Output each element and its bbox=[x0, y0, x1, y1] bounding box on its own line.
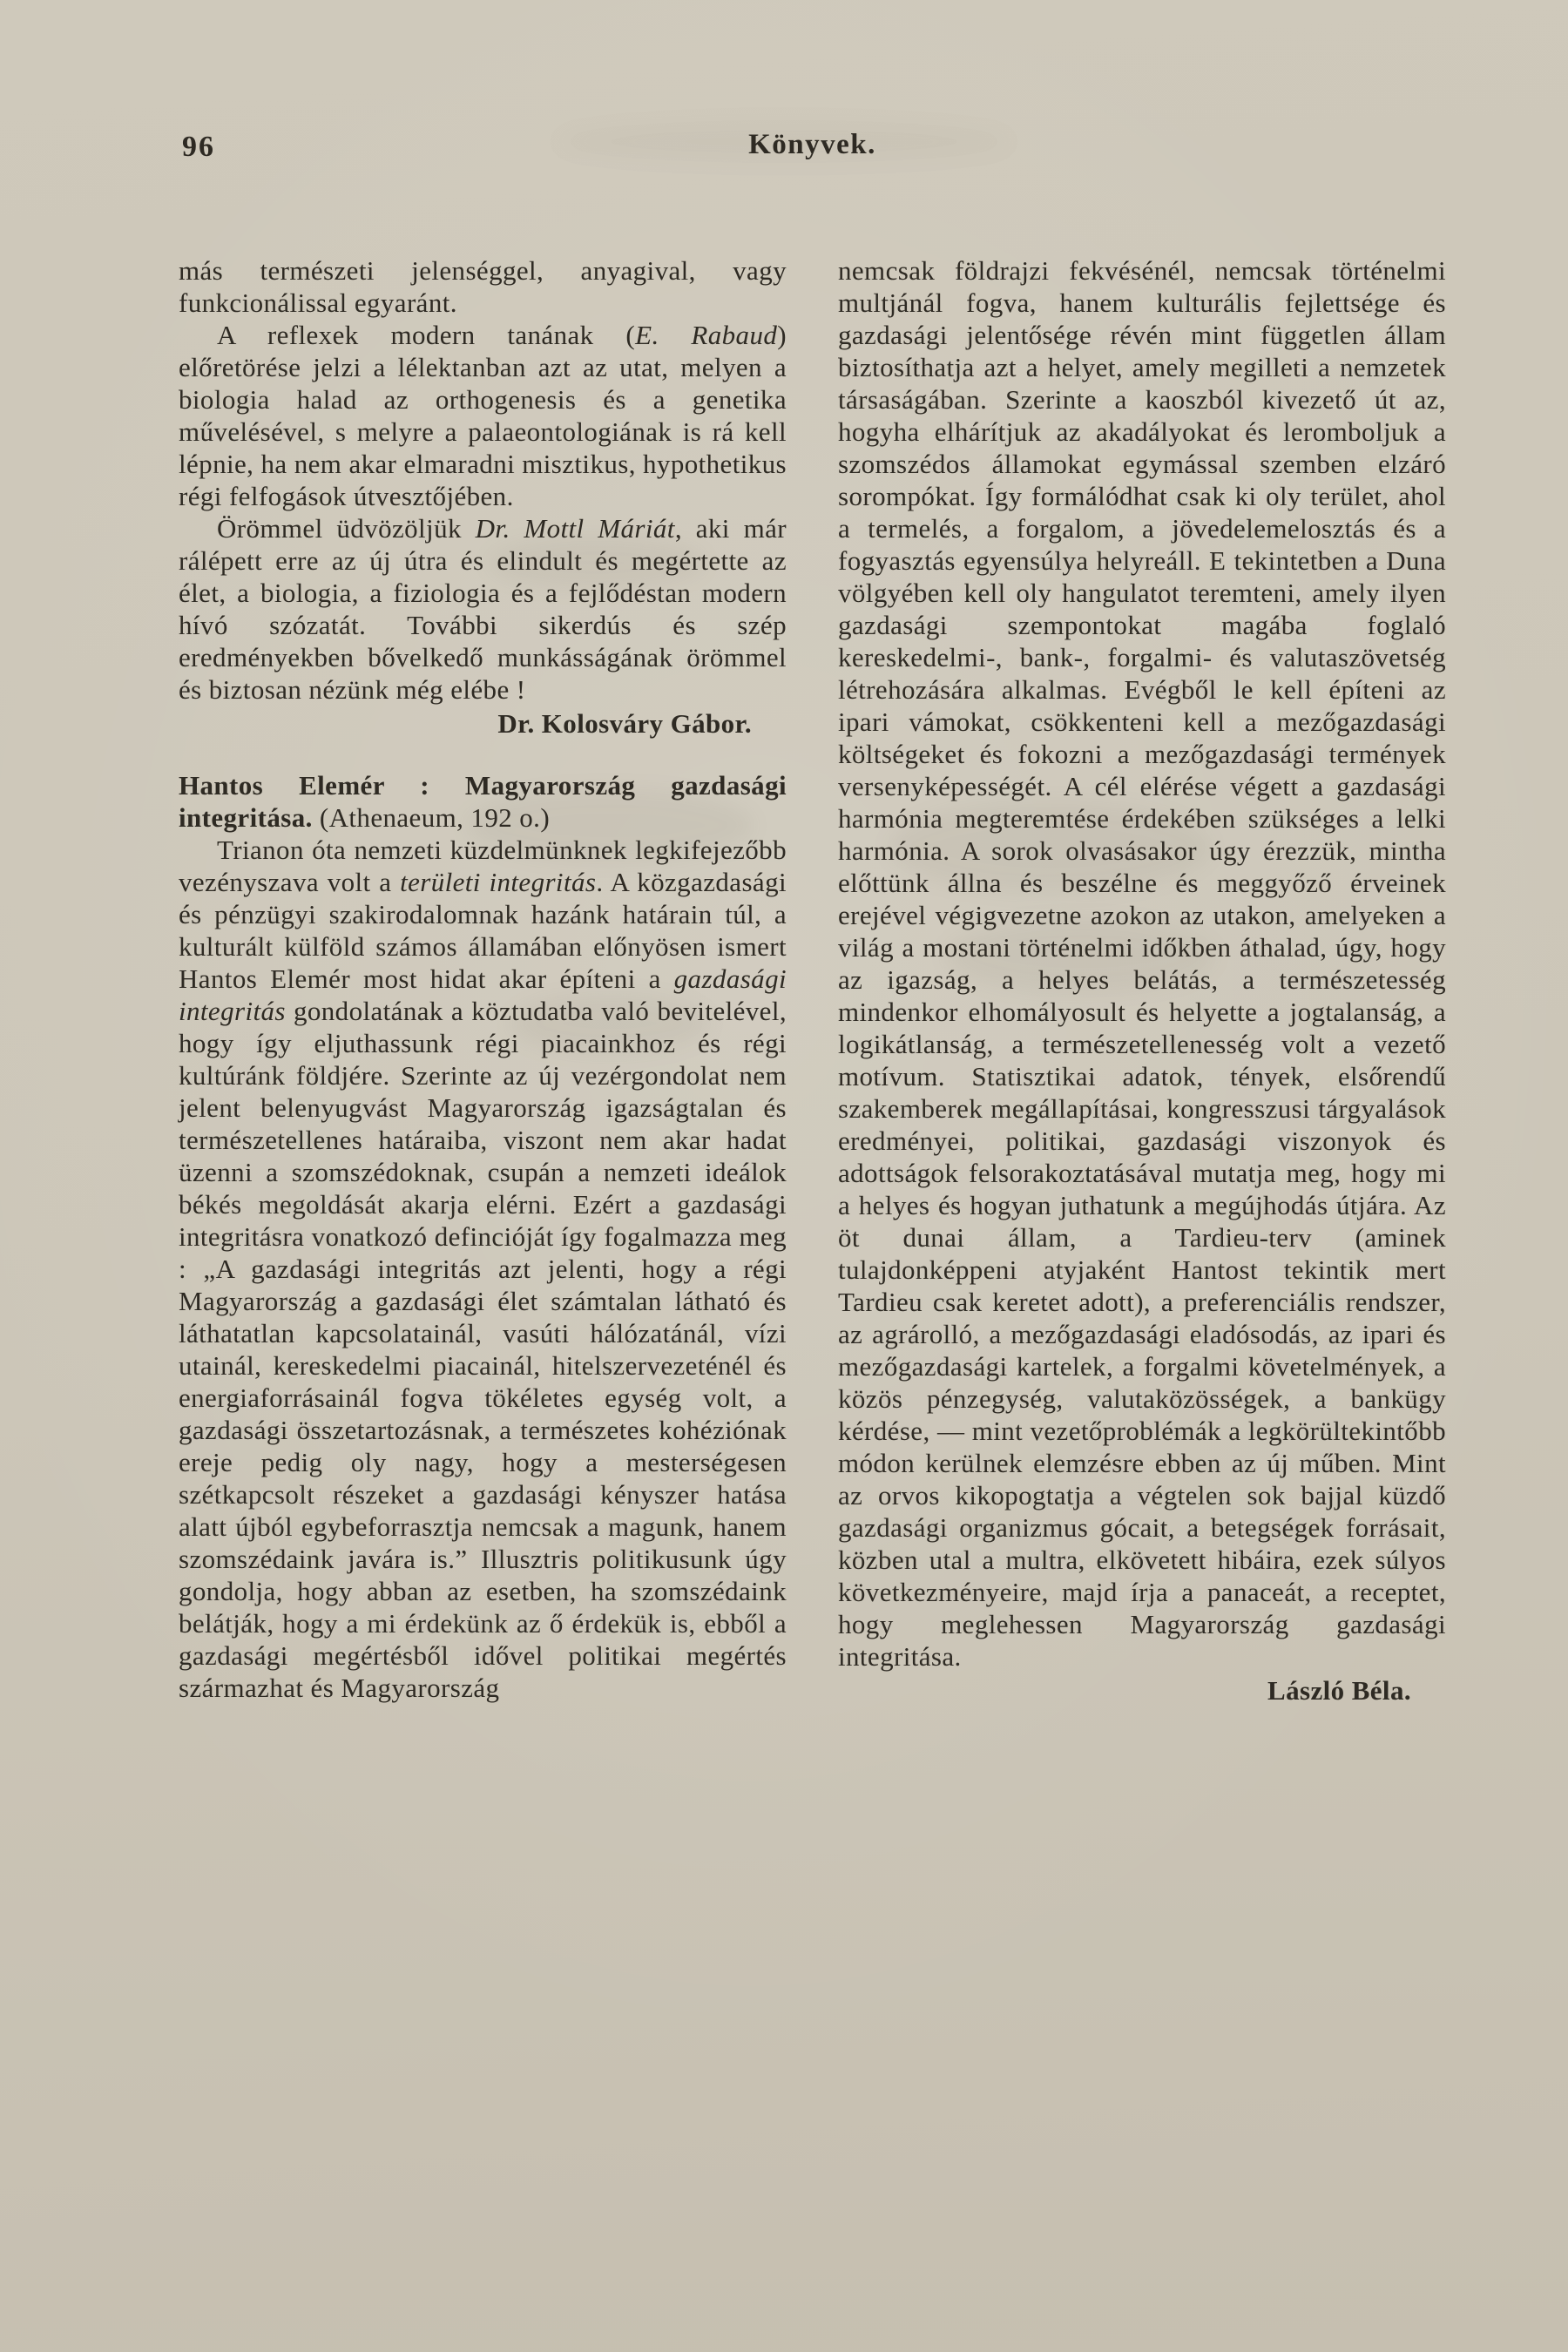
text-run: Örömmel üdvözöljük bbox=[217, 513, 476, 544]
text-run: nemcsak földrajzi fekvésénél, nemcsak történelmi multjánál fogva, hanem kulturális fejlettsége és gazdasági jelentősége révén mint független állam biztosíthatja azt a helyet, amely megilleti a nemzetek társaságában. Szerinte a kaoszból kivezető út az, hogyha elhárítjuk az akadályokat és leromboljuk a szomszédos államokat egymással szemben elzáró sorompókat. Így formálódhat csak ki oly terület, ahol a termelés, a forgalom, a jövedelemelosztás és a fogyasztás egyensúlya helyreáll. E tekintetben a Duna völgyében kell oly hangulatot teremteni, amely ilyen gazdasági szempontokat magába foglaló kereskedelmi-, bank-, forgalmi- és valutaszövetség létrehozására alkalmas. Evégből le kell építeni az ipari vámokat, csökkenteni kell a mezőgazdasági költségeket és fokozni a mezőgazdasági termények versenyképességét. A cél elérése végett a gazdasági harmónia megteremtése érdekében szükséges a lelki harmónia. A sorok olvasásakor úgy érezzük, mintha előttünk állna és beszélne és meggyőző érveinek erejével végigvezetne azokon az utakon, amelyeken a világ a mostani történelmi időkben áthalad, úgy, hogy az igazság, a helyes belátás, a természetesség mindenkor elhomályosult és helyette a jogtalanság, a logikátlanság, a természetellenesség volt a vezető motívum. Statisztikai adatok, tények, elsőrendű szakemberek megállapításai, kongresszusi tárgyalások eredményei, politikai, gazdasági viszonyok és adottságok felsorakoztatásával mutatja meg, hogy mi a helyes és hogyan juthatunk a megújhodás útjára. Az öt dunai állam, a Tardieu-terv (aminek tulajdonképpeni atyjaként Hantost tekintik mert Tardieu csak keretet adott), a preferenciális rendszer, az agrárolló, a mezőgazdasági eladósodás, az ipari és mezőgazdasági kartelek, a forgalmi követelmények, a közös pénzegység, valutaközösségek, a bankügy kérdése, — mint vezetőproblémák a legkörültekintőbb módon kerülnek elemzésre ebben az új műben. Mint az orvos kikopogtatja a végtelen sok bajjal küzdő gazdasági organizmus gócait, a betegségek forrásait, közben utal a multra, elkövetett hibáira, ezek súlyos következményeire, majd írja a panaceát, a receptet, hogy meglehessen Magyarország gazdasági integritása. bbox=[838, 255, 1446, 1672]
text-run: (Athenaeum, 192 o.) bbox=[312, 802, 551, 833]
text-run: Dr. Mottl Máriát bbox=[475, 513, 675, 544]
body-paragraph bbox=[179, 254, 787, 319]
body-paragraph bbox=[179, 834, 787, 1704]
text-run: Trianon óta nemzeti küzdelmünknek legkifejezőbb vezényszava volt a bbox=[179, 835, 787, 897]
page-header bbox=[179, 129, 1446, 172]
text-run: gondolatának a köztudatba való bevitelével, hogy így eljuthassunk régi piacainkhoz és régi kultúránk földjére. Szerinte az új vezérgondolat nem jelent belenyugvást Magyarország igazságtalan és természetellenes határaiba, viszont nem akar hadat üzenni a szomszédoknak, csupán a nemzeti ideálok békés megoldását akarja elérni. Ezért a gazdasági integritásra vonatkozó defincióját így fogalmazza meg : „A gazdasági integritás azt jelenti, hogy a régi Magyarország a gazdasági élet számtalan látható és láthatatlan kapcsolatainál, vasúti hálózatánál, vízi utainál, kereskedelmi piacainál, hitelszervezeténél és energiaforrásainál fogva tökéletes egység volt, a gazdasági összetartozásnak, a természetes kohéziónak ereje pedig oly nagy, hogy a mesterségesen szétkapcsolt részeket a gazdasági kényszer hatása alatt újból egybeforrasztja nemcsak a magunk, hanem szomszédaink javára is.” Illusztris politikusunk úgy gondolja, hogy abban az esetben, ha szomszédaink belátják, hogy a mi érdekünk az ő érdekük is, ebből a gazdasági megértésből idővel politikai megértés származhat és Magyarország bbox=[179, 996, 787, 1703]
text-run: E. Rabaud bbox=[635, 320, 778, 350]
running-head-title: Könyvek. bbox=[748, 129, 876, 160]
left-column bbox=[179, 254, 787, 1713]
text-run: László Béla. bbox=[1267, 1675, 1411, 1706]
reviewer-signature bbox=[838, 1674, 1446, 1707]
text-run: ) előretörése jelzi a lélektanban azt az utat, melyen a biologia halad az orthogenesis és a genetika művelésével, s melyre a palaeontologiának is rá kell lépnie, ha nem akar elmaradni misztikus, hypothetikus régi felfogások útvesztőjében. bbox=[179, 320, 787, 511]
text-run: Hantos Elemér : Magyarország gazdasági integritása. bbox=[179, 770, 787, 833]
right-column bbox=[838, 254, 1446, 1713]
review-heading bbox=[179, 769, 787, 834]
text-run: területi integritás bbox=[400, 867, 597, 897]
reviewer-signature bbox=[179, 707, 787, 740]
page-number: 96 bbox=[182, 131, 215, 163]
text-run: . A közgazdasági és pénzügyi szakirodalomnak hazánk határain túl, a kulturált külföld számos államában előnyösen ismert Hantos Elemér most hidat akar építeni a bbox=[179, 867, 787, 994]
text-run: A reflexek modern tanának ( bbox=[217, 320, 636, 350]
text-run: , aki már rálépett erre az új útra és elindult és megértette az élet, a biologia, a fiziologia és a fejlődéstan modern hívó szózatát. További sikerdús és szép eredményekben bővelkedő munkásságának örömmel és biztosan nézünk még elébe ! bbox=[179, 513, 787, 705]
body-paragraph bbox=[179, 512, 787, 706]
body-paragraph bbox=[838, 254, 1446, 1673]
text-run: más természeti jelenséggel, anyagival, vagy funkcionálissal egyaránt. bbox=[179, 255, 787, 318]
text-run: gazdasági integritás bbox=[179, 963, 787, 1026]
text-run: Dr. Kolosváry Gábor. bbox=[497, 708, 752, 739]
text-columns bbox=[179, 254, 1446, 1713]
body-paragraph bbox=[179, 319, 787, 512]
